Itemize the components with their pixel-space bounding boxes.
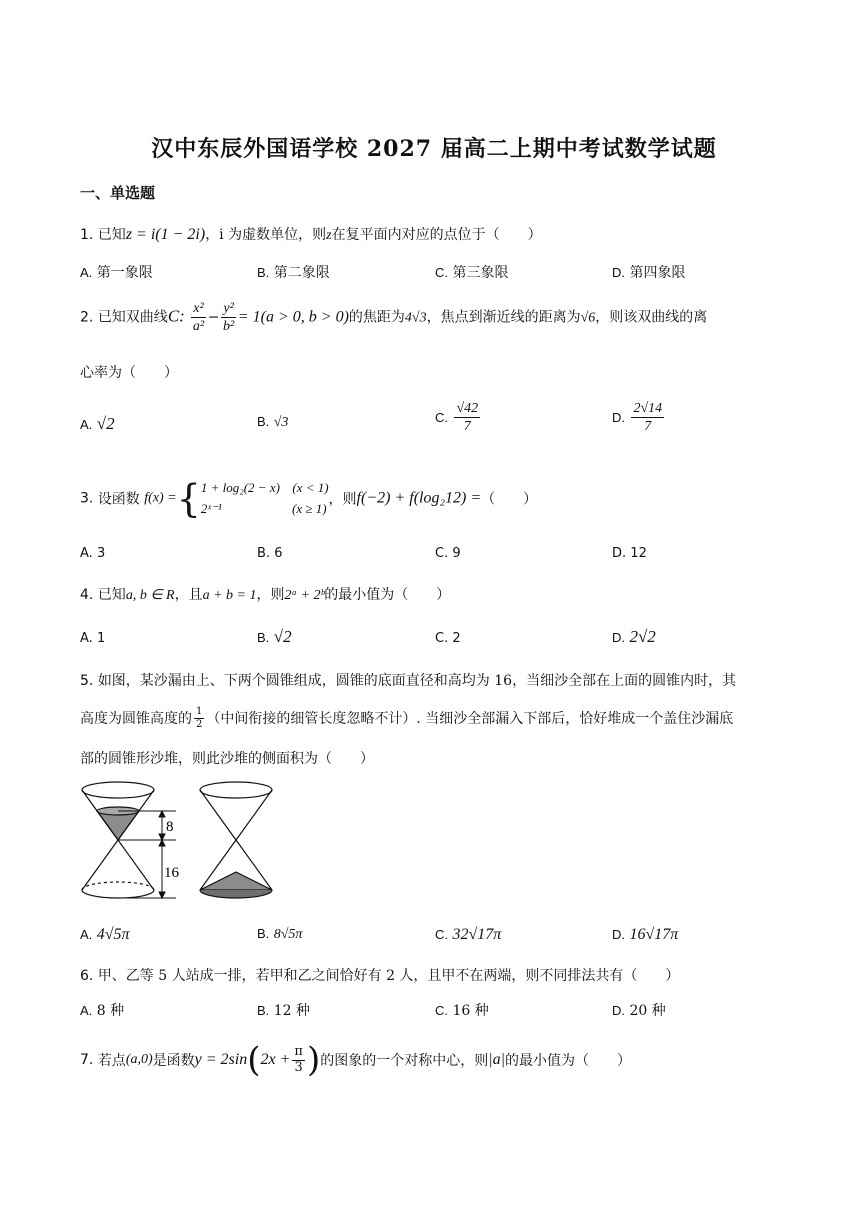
fraction-numerator: 1 bbox=[196, 706, 203, 717]
option-b: B. √2 bbox=[257, 627, 292, 646]
math-point: (a,0) bbox=[125, 1052, 153, 1067]
function-expression: y = 2sin bbox=[194, 1051, 248, 1068]
question-number: 4. bbox=[80, 587, 94, 603]
option-a: A. 4√5π bbox=[80, 926, 130, 943]
dimension-label-top: 8 bbox=[166, 819, 174, 835]
question-text: （ ） bbox=[481, 491, 538, 508]
option-c: C. 9 bbox=[435, 546, 461, 561]
question-7: 7. 若点(a,0)是函数y = 2sin(2x + $\frac{\pi}{3}$ )的图象的一个对称中心，则|a|的最小值为（ ） bbox=[80, 1040, 631, 1080]
option-d: D. 第四象限 bbox=[612, 265, 686, 281]
question-text: 是函数 bbox=[152, 1053, 195, 1069]
piecewise-condition-2: (x ≥ 1) bbox=[292, 500, 327, 516]
option-a: A. 3 bbox=[80, 546, 106, 561]
question-3: 3. 设函数 f(x) ={ 1 + log₂(2 − x) (x < 1) 2ˣ⁻¹ (x ≥ 1) ，则f(−2) + f(log₂12) =（ ） bbox=[80, 476, 538, 521]
math-variable: z bbox=[326, 228, 332, 243]
question-text: 高度为圆锥高度的 bbox=[80, 711, 192, 727]
math-absolute-value: |a| bbox=[488, 1051, 505, 1068]
question-number: 6. bbox=[80, 968, 94, 984]
question-6 bbox=[80, 965, 679, 985]
option-a: A. 第一象限 bbox=[80, 265, 153, 281]
question-text: ，且 bbox=[174, 587, 203, 603]
math-expression: 2ᵃ + 2ᵇ bbox=[284, 588, 325, 603]
section-heading: 一、单选题 bbox=[80, 184, 156, 202]
question-number: 7. bbox=[80, 1052, 94, 1068]
question-text: （中间衔接的细管长度忽略不计）. 当细沙全部漏入下部后，恰好堆成一个盖住沙漏底 bbox=[206, 711, 734, 727]
question-text: ，则该双曲线的离 bbox=[595, 309, 708, 326]
fraction-numerator: x² bbox=[193, 301, 204, 316]
option-d: D. 2√2 bbox=[612, 627, 656, 646]
math-expression: z = i(1 − 2i) bbox=[125, 226, 206, 243]
question-text: ，则 bbox=[328, 491, 357, 508]
option-d: D. 16√17π bbox=[612, 926, 679, 943]
question-text: 的图象的一个对称中心，则 bbox=[320, 1053, 489, 1069]
option-c: C. 32√17π bbox=[435, 926, 502, 943]
math-expression: a + b = 1 bbox=[202, 588, 257, 603]
option-b: B. 8√5π bbox=[257, 926, 303, 942]
question-1 bbox=[80, 224, 542, 244]
piecewise-case-1: 1 + log₂(2 − x) bbox=[200, 480, 280, 495]
option-a: A. √2 bbox=[80, 414, 115, 433]
page-title: 汉中东辰外国语学校 2027 届高二上期中考试数学试题 bbox=[151, 136, 717, 162]
fraction-denominator: 2 bbox=[196, 718, 203, 730]
question-number: 3. bbox=[80, 490, 94, 507]
option-b: B. 6 bbox=[257, 546, 283, 561]
question-text: 甲、乙等 5 人站成一排，若甲和乙之间恰好有 2 人，且甲不在两端，则不同排法共有（ ） bbox=[97, 968, 680, 984]
question-2: 2. 已知双曲线C: $\frac{\text{x²}}{\text{a²}}$ − $\frac{\text{y²}}{\text{b²}}$ = 1(a > 0, b > 0)的焦距为4√3，焦点到渐近线的距离为√6，则该双曲线的离 bbox=[80, 301, 708, 335]
fraction-denominator: 3 bbox=[294, 1059, 303, 1075]
question-text: 若点 bbox=[97, 1053, 126, 1069]
option-b: B. 第二象限 bbox=[257, 265, 330, 281]
function-name: f(x) = bbox=[144, 490, 177, 506]
question-text: 的最小值为（ ） bbox=[324, 587, 451, 603]
piecewise-case-2: 2ˣ⁻¹ bbox=[200, 500, 222, 516]
option-a: A. 8 种 bbox=[80, 1003, 125, 1019]
question-text: 已知 bbox=[97, 227, 126, 243]
curve-name: C: bbox=[167, 306, 185, 326]
dimension-label-bottom: 16 bbox=[164, 865, 179, 881]
math-expression: a, b ∈ R bbox=[125, 588, 175, 603]
fraction-numerator: π bbox=[294, 1043, 303, 1059]
hourglass-right bbox=[200, 782, 272, 898]
option-c: C. 16 种 bbox=[435, 1003, 489, 1019]
question-text: 如图，某沙漏由上、下两个圆锥组成，圆锥的底面直径和高均为 16，当细沙全部在上面的圆锥内时，其 bbox=[97, 673, 737, 689]
question-4 bbox=[80, 584, 450, 604]
question-number: 1. bbox=[80, 227, 94, 243]
fraction-denominator: a² bbox=[192, 319, 205, 335]
question-5 bbox=[80, 670, 736, 690]
fraction-denominator: b² bbox=[223, 319, 235, 335]
question-text: 设函数 bbox=[97, 491, 140, 508]
fraction-numerator: y² bbox=[223, 301, 234, 316]
option-a: A. 1 bbox=[80, 631, 106, 646]
option-b: B. √3 bbox=[257, 414, 289, 430]
question-text: ，则 bbox=[256, 587, 285, 603]
math-value: 4√3 bbox=[404, 310, 427, 326]
question-text: 部的圆锥形沙堆，则此沙堆的侧面积为（ ） bbox=[80, 751, 374, 767]
piecewise-condition-1: (x < 1) bbox=[292, 480, 329, 495]
question-5-line-2 bbox=[80, 706, 733, 730]
question-number: 2. bbox=[80, 309, 94, 326]
option-d: D. $\frac{2√14}{7}$ bbox=[612, 401, 663, 435]
question-text: 在复平面内对应的点位于（ ） bbox=[331, 227, 542, 243]
option-d: D. 20 种 bbox=[612, 1003, 666, 1019]
question-text: 的最小值为（ ） bbox=[505, 1053, 631, 1069]
option-c: C. $\frac{√42}{7}$ bbox=[435, 401, 479, 435]
question-text: ，焦点到渐近线的距离为 bbox=[426, 309, 581, 326]
math-value: √6 bbox=[580, 310, 596, 326]
hourglass-figure bbox=[78, 776, 278, 910]
option-c: C. 第三象限 bbox=[435, 265, 509, 281]
function-argument: 2x + bbox=[260, 1051, 291, 1068]
question-text: 的焦距为 bbox=[348, 309, 405, 326]
math-expression: f(−2) + f(log₂12) = bbox=[356, 489, 482, 507]
option-c: C. 2 bbox=[435, 631, 461, 646]
math-condition: = 1(a > 0, b > 0) bbox=[237, 308, 349, 326]
question-text: 心率为（ ） bbox=[80, 365, 178, 381]
option-b: B. 12 种 bbox=[257, 1003, 311, 1019]
question-text: 已知双曲线 bbox=[97, 309, 168, 326]
option-d: D. 12 bbox=[612, 546, 647, 561]
question-number: 5. bbox=[80, 673, 94, 689]
question-text: 已知 bbox=[97, 587, 126, 603]
question-text: ，i 为虚数单位，则 bbox=[205, 227, 327, 243]
